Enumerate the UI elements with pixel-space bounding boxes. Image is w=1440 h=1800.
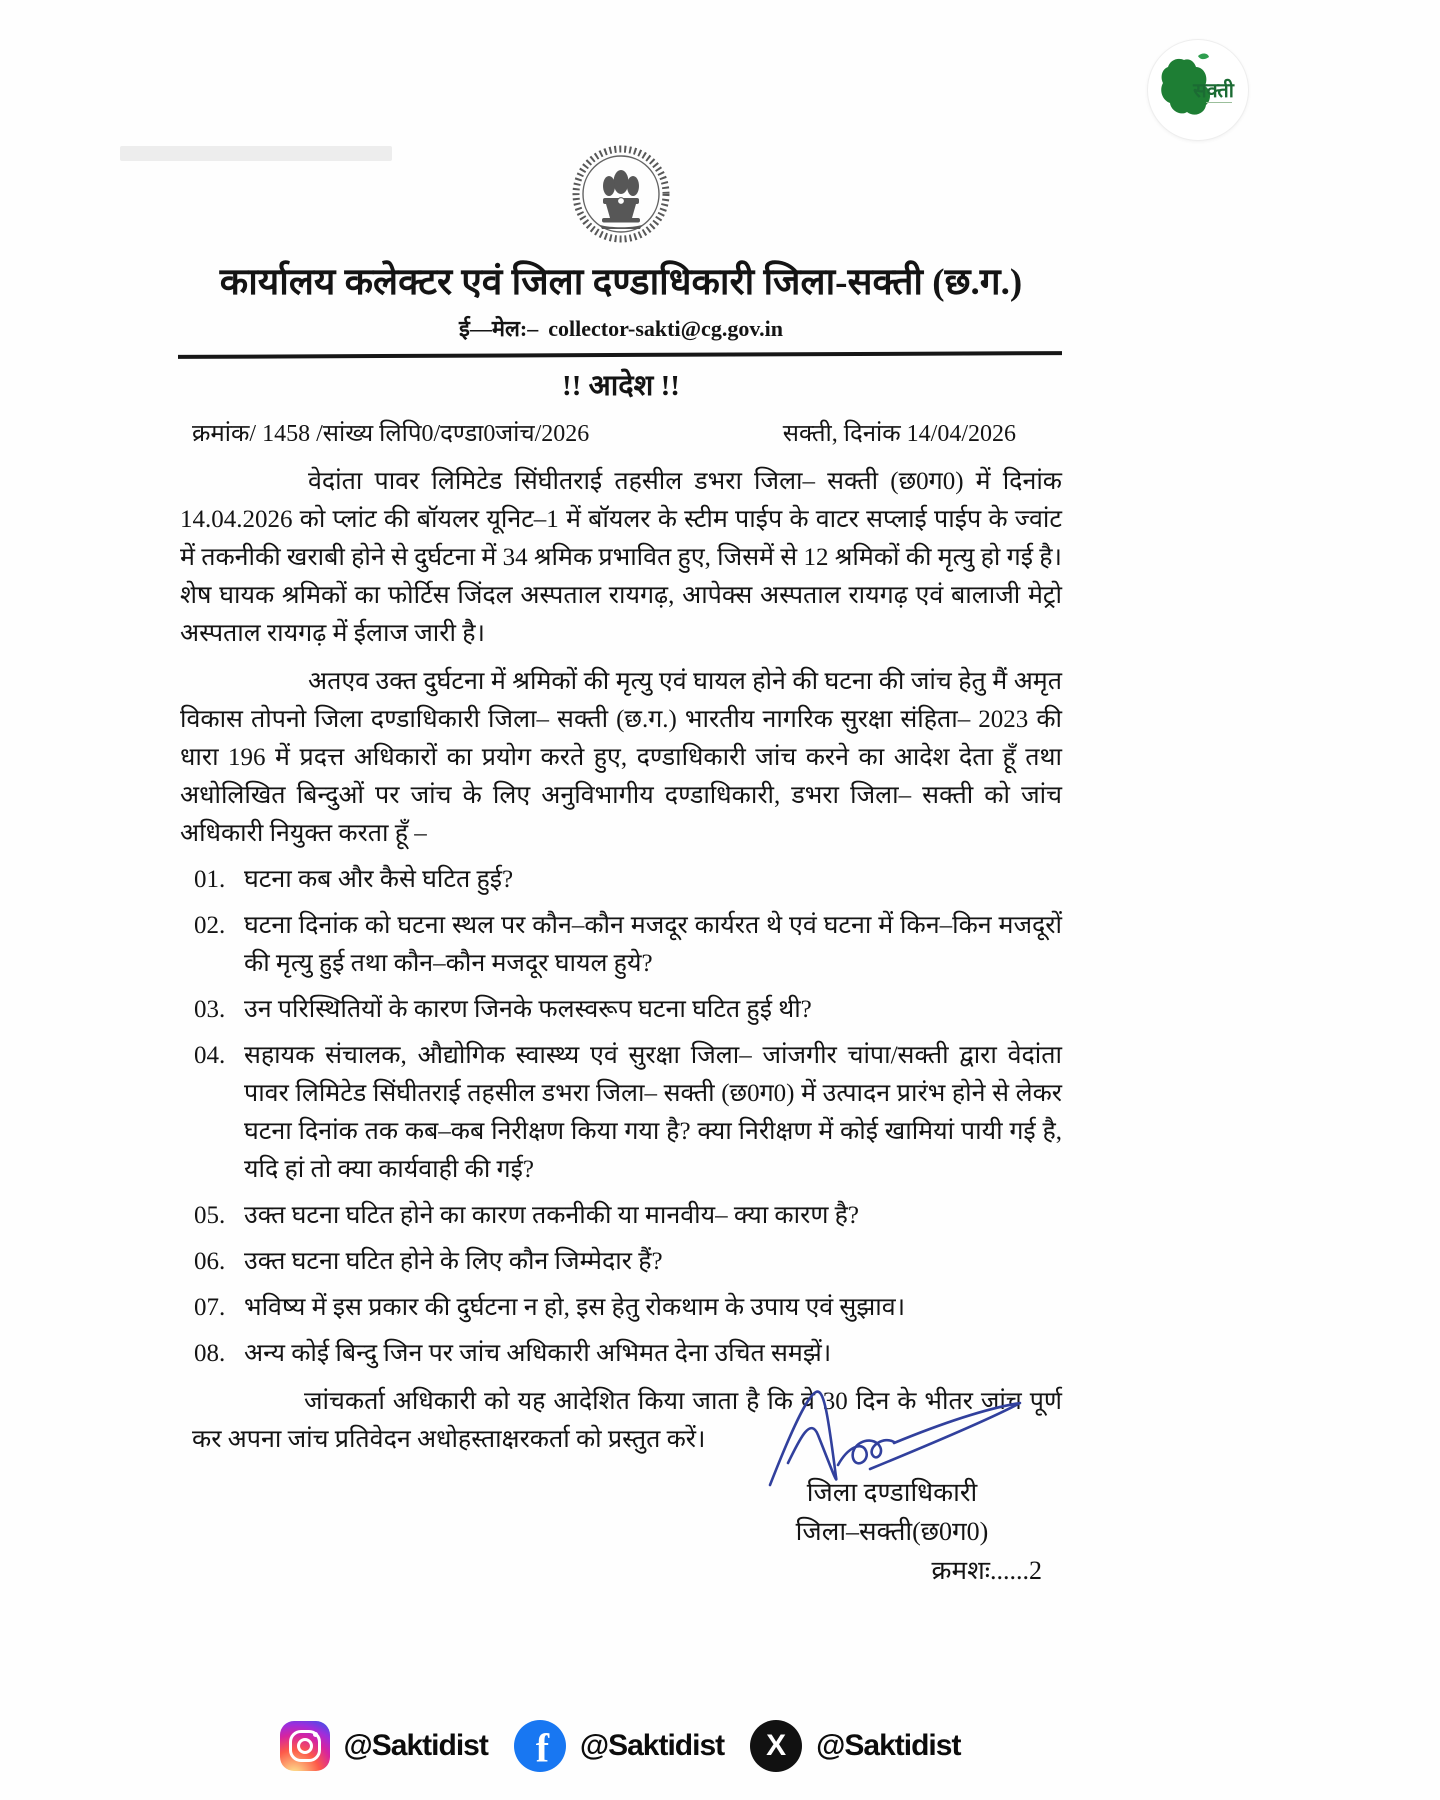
point-text: अन्य कोई बिन्दु जिन पर जांच अधिकारी अभिमत देना उचित समझें।: [244, 1340, 832, 1367]
reference-number: क्रमांक/ 1458 /सांख्य लिपि0/दण्डा0जांच/2026: [192, 421, 590, 447]
point-text: भविष्य में इस प्रकार की दुर्घटना न हो, इस हेतु रोकथाम के उपाय एवं सुझाव।: [244, 1294, 906, 1321]
x-icon: X: [750, 1720, 802, 1772]
facebook-icon: f: [514, 1720, 566, 1772]
letter-body: [180, 140, 1062, 1590]
district-logo: [1148, 40, 1248, 140]
point-number: 02.: [194, 912, 226, 939]
place-and-date: सक्ती, दिनांक 14/04/2026: [782, 421, 1016, 447]
order-heading: !! आदेश !!: [562, 370, 680, 402]
instagram-icon: [280, 1721, 330, 1771]
email-line: [180, 313, 1062, 343]
district-logo-rule: [1206, 102, 1232, 103]
email-label: ई—मेल:–: [459, 316, 539, 341]
signature-block: [742, 1473, 1042, 1590]
closing-directive: जांचकर्ता अधिकारी को यह आदेशित किया जाता है कि वे 30 दिन के भीतर जांच पूर्ण कर अपना जांच प्रतिवेदन अधोहस्ताक्षरकर्ता को प्रस्तुत करें।: [192, 1388, 1062, 1453]
point-number: 07.: [194, 1294, 226, 1321]
inquiry-points-list: [180, 861, 1062, 1373]
point-number: 06.: [194, 1248, 226, 1275]
point-text: घटना कब और कैसे घटित हुई?: [244, 866, 514, 893]
list-item: [180, 861, 1062, 899]
social-footer: [180, 1720, 1060, 1772]
header-divider: [178, 351, 1062, 359]
list-item: [180, 1037, 1062, 1189]
office-title: कार्यालय कलेक्टर एवं जिला दण्डाधिकारी जिला-सक्ती (छ.ग.): [219, 262, 1023, 303]
list-item: [180, 1289, 1062, 1327]
social-item-x: [750, 1720, 960, 1772]
continuation-marker: क्रमशः......2: [931, 1556, 1042, 1585]
point-number: 01.: [194, 866, 226, 893]
point-number: 04.: [194, 1042, 226, 1069]
x-handle: @Saktidist: [816, 1729, 961, 1762]
point-number: 03.: [194, 996, 226, 1023]
paragraph-order: अतएव उक्त दुर्घटना में श्रमिकों की मृत्यु एवं घायल होने की घटना की जांच हेतु मैं अमृत विकास तोपनो जिला दण्डाधिकारी जिला– सक्ती (छ.ग.) भारतीय नागरिक सुरक्षा संहिता– 2023 की धारा 196 में प्रदत्त अधिकारों का प्रयोग करते हुए, दण्डाधिकारी जांच करने का आदेश देता हूँ तथा अधोलिखित बिन्दुओं पर जांच के लिए अनुविभागीय दण्डाधिकारी, डभरा जिला– सक्ती को जांच अधिकारी नियुक्त करता हूँ –: [180, 668, 1062, 847]
point-number: 05.: [194, 1202, 226, 1229]
email-address: collector-sakti@cg.gov.in: [548, 316, 783, 341]
list-item: [180, 907, 1062, 983]
list-item: [180, 991, 1062, 1029]
facebook-handle: @Saktidist: [579, 1729, 725, 1762]
signatory-designation: जिला दण्डाधिकारी: [806, 1478, 978, 1507]
point-text: उक्त घटना घटित होने के लिए कौन जिम्मेदार हैं?: [244, 1248, 663, 1275]
point-text: उन परिस्थितियों के कारण जिनके फलस्वरूप घटना घटित हुई थी?: [244, 996, 812, 1023]
point-text: घटना दिनांक को घटना स्थल पर कौन–कौन मजदूर कार्यरत थे एवं घटना में किन–किन मजदूरों की मृत्यु हुई तथा कौन–कौन मजदूर घायल हुये?: [244, 912, 1062, 977]
social-item-facebook: [514, 1720, 724, 1772]
point-text: सहायक संचालक, औद्योगिक स्वास्थ्य एवं सुरक्षा जिला– जांजगीर चांपा/सक्ती द्वारा वेदांता पावर लिमिटेड सिंघीतराई तहसील डभरा जिला– सक्ती (छ0ग0) में उत्पादन प्रारंभ होने से लेकर घटना दिनांक तक कब–कब निरीक्षण किया गया है? क्या निरीक्षण में कोई खामियां पायी गई है, यदि हां तो क्या कार्यवाही की गई?: [244, 1042, 1062, 1183]
national-emblem-icon: [180, 140, 1062, 252]
reference-row: [180, 416, 1062, 449]
district-logo-label: सक्ती: [1193, 80, 1234, 102]
point-text: उक्त घटना घटित होने का कारण तकनीकी या मानवीय– क्या कारण है?: [244, 1202, 860, 1229]
list-item: [180, 1335, 1062, 1373]
instagram-handle: @Saktidist: [343, 1729, 488, 1762]
point-number: 08.: [194, 1340, 226, 1367]
social-item-instagram: [280, 1721, 488, 1771]
signatory-district: जिला–सक्ती(छ0ग0): [795, 1517, 989, 1546]
list-item: [180, 1243, 1062, 1281]
paragraph-incident: वेदांता पावर लिमिटेड सिंघीतराई तहसील डभरा जिला– सक्ती (छ0ग0) में दिनांक 14.04.2026 को प्लांट की बॉयलर यूनिट–1 में बॉयलर के स्टीम पाईप के वाटर सप्लाई पाईप के ज्वांट में तकनीकी खराबी होने से दुर्घटना में 34 श्रमिक प्रभावित हुए, जिसमें से 12 श्रमिकों की मृत्यु हो गई है। शेष घायक श्रमिकों का फोर्टिस जिंदल अस्पताल रायगढ़, आपेक्स अस्पताल रायगढ़ एवं बालाजी मेट्रो अस्पताल रायगढ़ में ईलाज जारी है।: [180, 468, 1062, 647]
list-item: [180, 1197, 1062, 1235]
